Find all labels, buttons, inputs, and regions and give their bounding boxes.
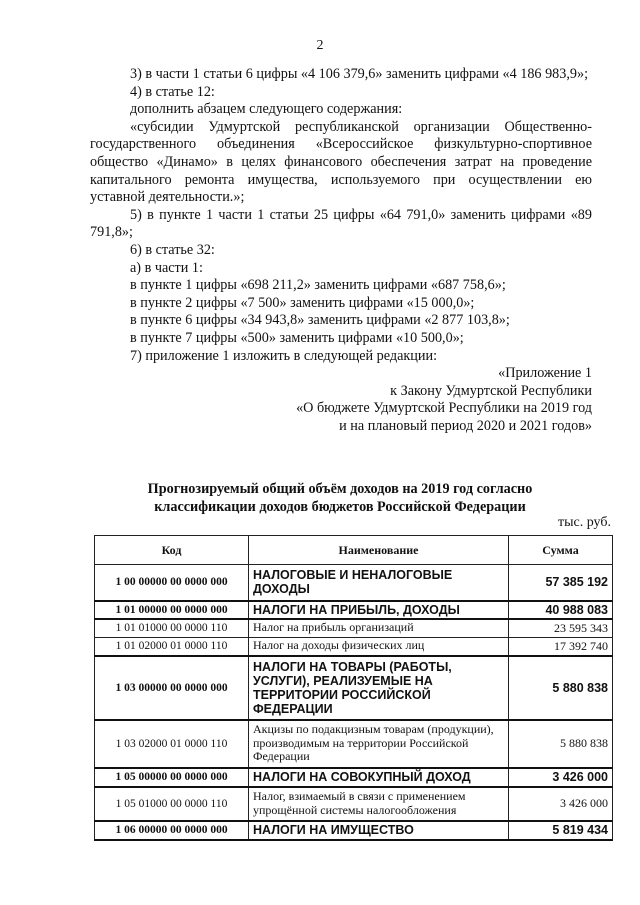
amendment-item-6: 6) в статье 32: — [130, 241, 215, 258]
table-row — [95, 787, 613, 821]
row-name: НАЛОГИ НА ПРИБЫЛЬ, ДОХОДЫ — [249, 601, 509, 619]
amendment-item-3: 3) в части 1 статьи 6 цифры «4 106 379,6» заменить цифрами «4 186 983,9»; — [130, 66, 589, 82]
appendix-ref-line-3: «О бюджете Удмуртской Республики на 2019 год — [296, 400, 592, 417]
row-code: 1 03 02000 01 0000 110 — [95, 720, 249, 768]
amendment-point-1: в пункте 1 цифры «698 211,2» заменить цифрами «687 758,6»; — [130, 277, 506, 294]
amendment-point-6: в пункте 6 цифры «34 943,8» заменить цифрами «2 877 103,8»; — [130, 312, 510, 329]
header-code: Код — [95, 536, 249, 565]
row-code: 1 03 00000 00 0000 000 — [95, 656, 249, 720]
subsidy-paragraph: «субсидии Удмуртской республиканской организации Общественно-государственного объединения «Всероссийское физкультурно-спортивное общество «Динамо» в целях финансового обеспечения затрат на проведение капитального ремонта имущества, используемого при осуществлении ею уставной деятельности.»; — [90, 118, 592, 206]
table-row — [95, 601, 613, 619]
row-name: НАЛОГИ НА ИМУЩЕСТВО — [249, 821, 509, 840]
row-sum: 40 988 083 — [509, 601, 613, 619]
row-name: Налог, взимаемый в связи с применением упрощённой системы налогообложения — [249, 787, 509, 821]
row-name: Налог на прибыль организаций — [249, 619, 509, 638]
revenue-table — [94, 535, 613, 841]
row-sum: 3 426 000 — [509, 787, 613, 821]
amendment-item-4: 4) в статье 12: — [130, 83, 215, 100]
row-sum: 5 819 434 — [509, 821, 613, 840]
amendment-item-5: 5) в пункте 1 части 1 статьи 25 цифры «64 791,0» заменить цифрами «89 791,8»; — [90, 206, 592, 241]
table-row — [95, 821, 613, 840]
row-name: Акцизы по подакцизным товарам (продукции), производимым на территории Российской Федерации — [249, 720, 509, 768]
amendment-item-7: 7) приложение 1 изложить в следующей редакции: — [130, 347, 438, 364]
appendix-ref-line-1: «Приложение 1 — [498, 365, 592, 382]
table-title: Прогнозируемый общий объём доходов на 2019 год согласно классификации доходов бюджетов Российской Федерации — [147, 481, 533, 515]
table-row — [95, 720, 613, 768]
amendment-text — [90, 66, 592, 435]
row-name: НАЛОГОВЫЕ И НЕНАЛОГОВЫЕ ДОХОДЫ — [249, 565, 509, 601]
appendix-ref-line-2: к Закону Удмуртской Республики — [390, 382, 592, 399]
row-name: НАЛОГИ НА ТОВАРЫ (РАБОТЫ, УСЛУГИ), РЕАЛИЗУЕМЫЕ НА ТЕРРИТОРИИ РОССИЙСКОЙ ФЕДЕРАЦИИ — [249, 656, 509, 720]
row-code: 1 01 00000 00 0000 000 — [95, 601, 249, 619]
row-name: Налог на доходы физических лиц — [249, 637, 509, 656]
unit-label: тыс. руб. — [558, 515, 611, 530]
header-name: Наименование — [249, 536, 509, 565]
row-sum: 17 392 740 — [509, 637, 613, 656]
table-header-row — [95, 536, 613, 565]
row-code: 1 06 00000 00 0000 000 — [95, 821, 249, 840]
amendment-item-4-intro: дополнить абзацем следующего содержания: — [130, 101, 403, 118]
page-number: 2 — [316, 38, 324, 53]
row-sum: 57 385 192 — [509, 565, 613, 601]
row-code: 1 01 01000 00 0000 110 — [95, 619, 249, 638]
row-code: 1 00 00000 00 0000 000 — [95, 565, 249, 601]
table-row — [95, 565, 613, 601]
amendment-item-6a: а) в части 1: — [130, 259, 203, 276]
amendment-point-7: в пункте 7 цифры «500» заменить цифрами «10 500,0»; — [130, 329, 464, 346]
appendix-ref-line-4: и на плановый период 2020 и 2021 годов» — [339, 417, 592, 434]
row-sum: 23 595 343 — [509, 619, 613, 638]
table-row — [95, 768, 613, 787]
row-code: 1 01 02000 01 0000 110 — [95, 637, 249, 656]
row-sum: 5 880 838 — [509, 720, 613, 768]
header-sum: Сумма — [509, 536, 613, 565]
row-name: НАЛОГИ НА СОВОКУПНЫЙ ДОХОД — [249, 768, 509, 787]
table-row — [95, 619, 613, 638]
table-row — [95, 656, 613, 720]
row-sum: 3 426 000 — [509, 768, 613, 787]
row-code: 1 05 00000 00 0000 000 — [95, 768, 249, 787]
amendment-point-2: в пункте 2 цифры «7 500» заменить цифрами «15 000,0»; — [130, 294, 475, 311]
table-row — [95, 637, 613, 656]
row-code: 1 05 01000 00 0000 110 — [95, 787, 249, 821]
row-sum: 5 880 838 — [509, 656, 613, 720]
